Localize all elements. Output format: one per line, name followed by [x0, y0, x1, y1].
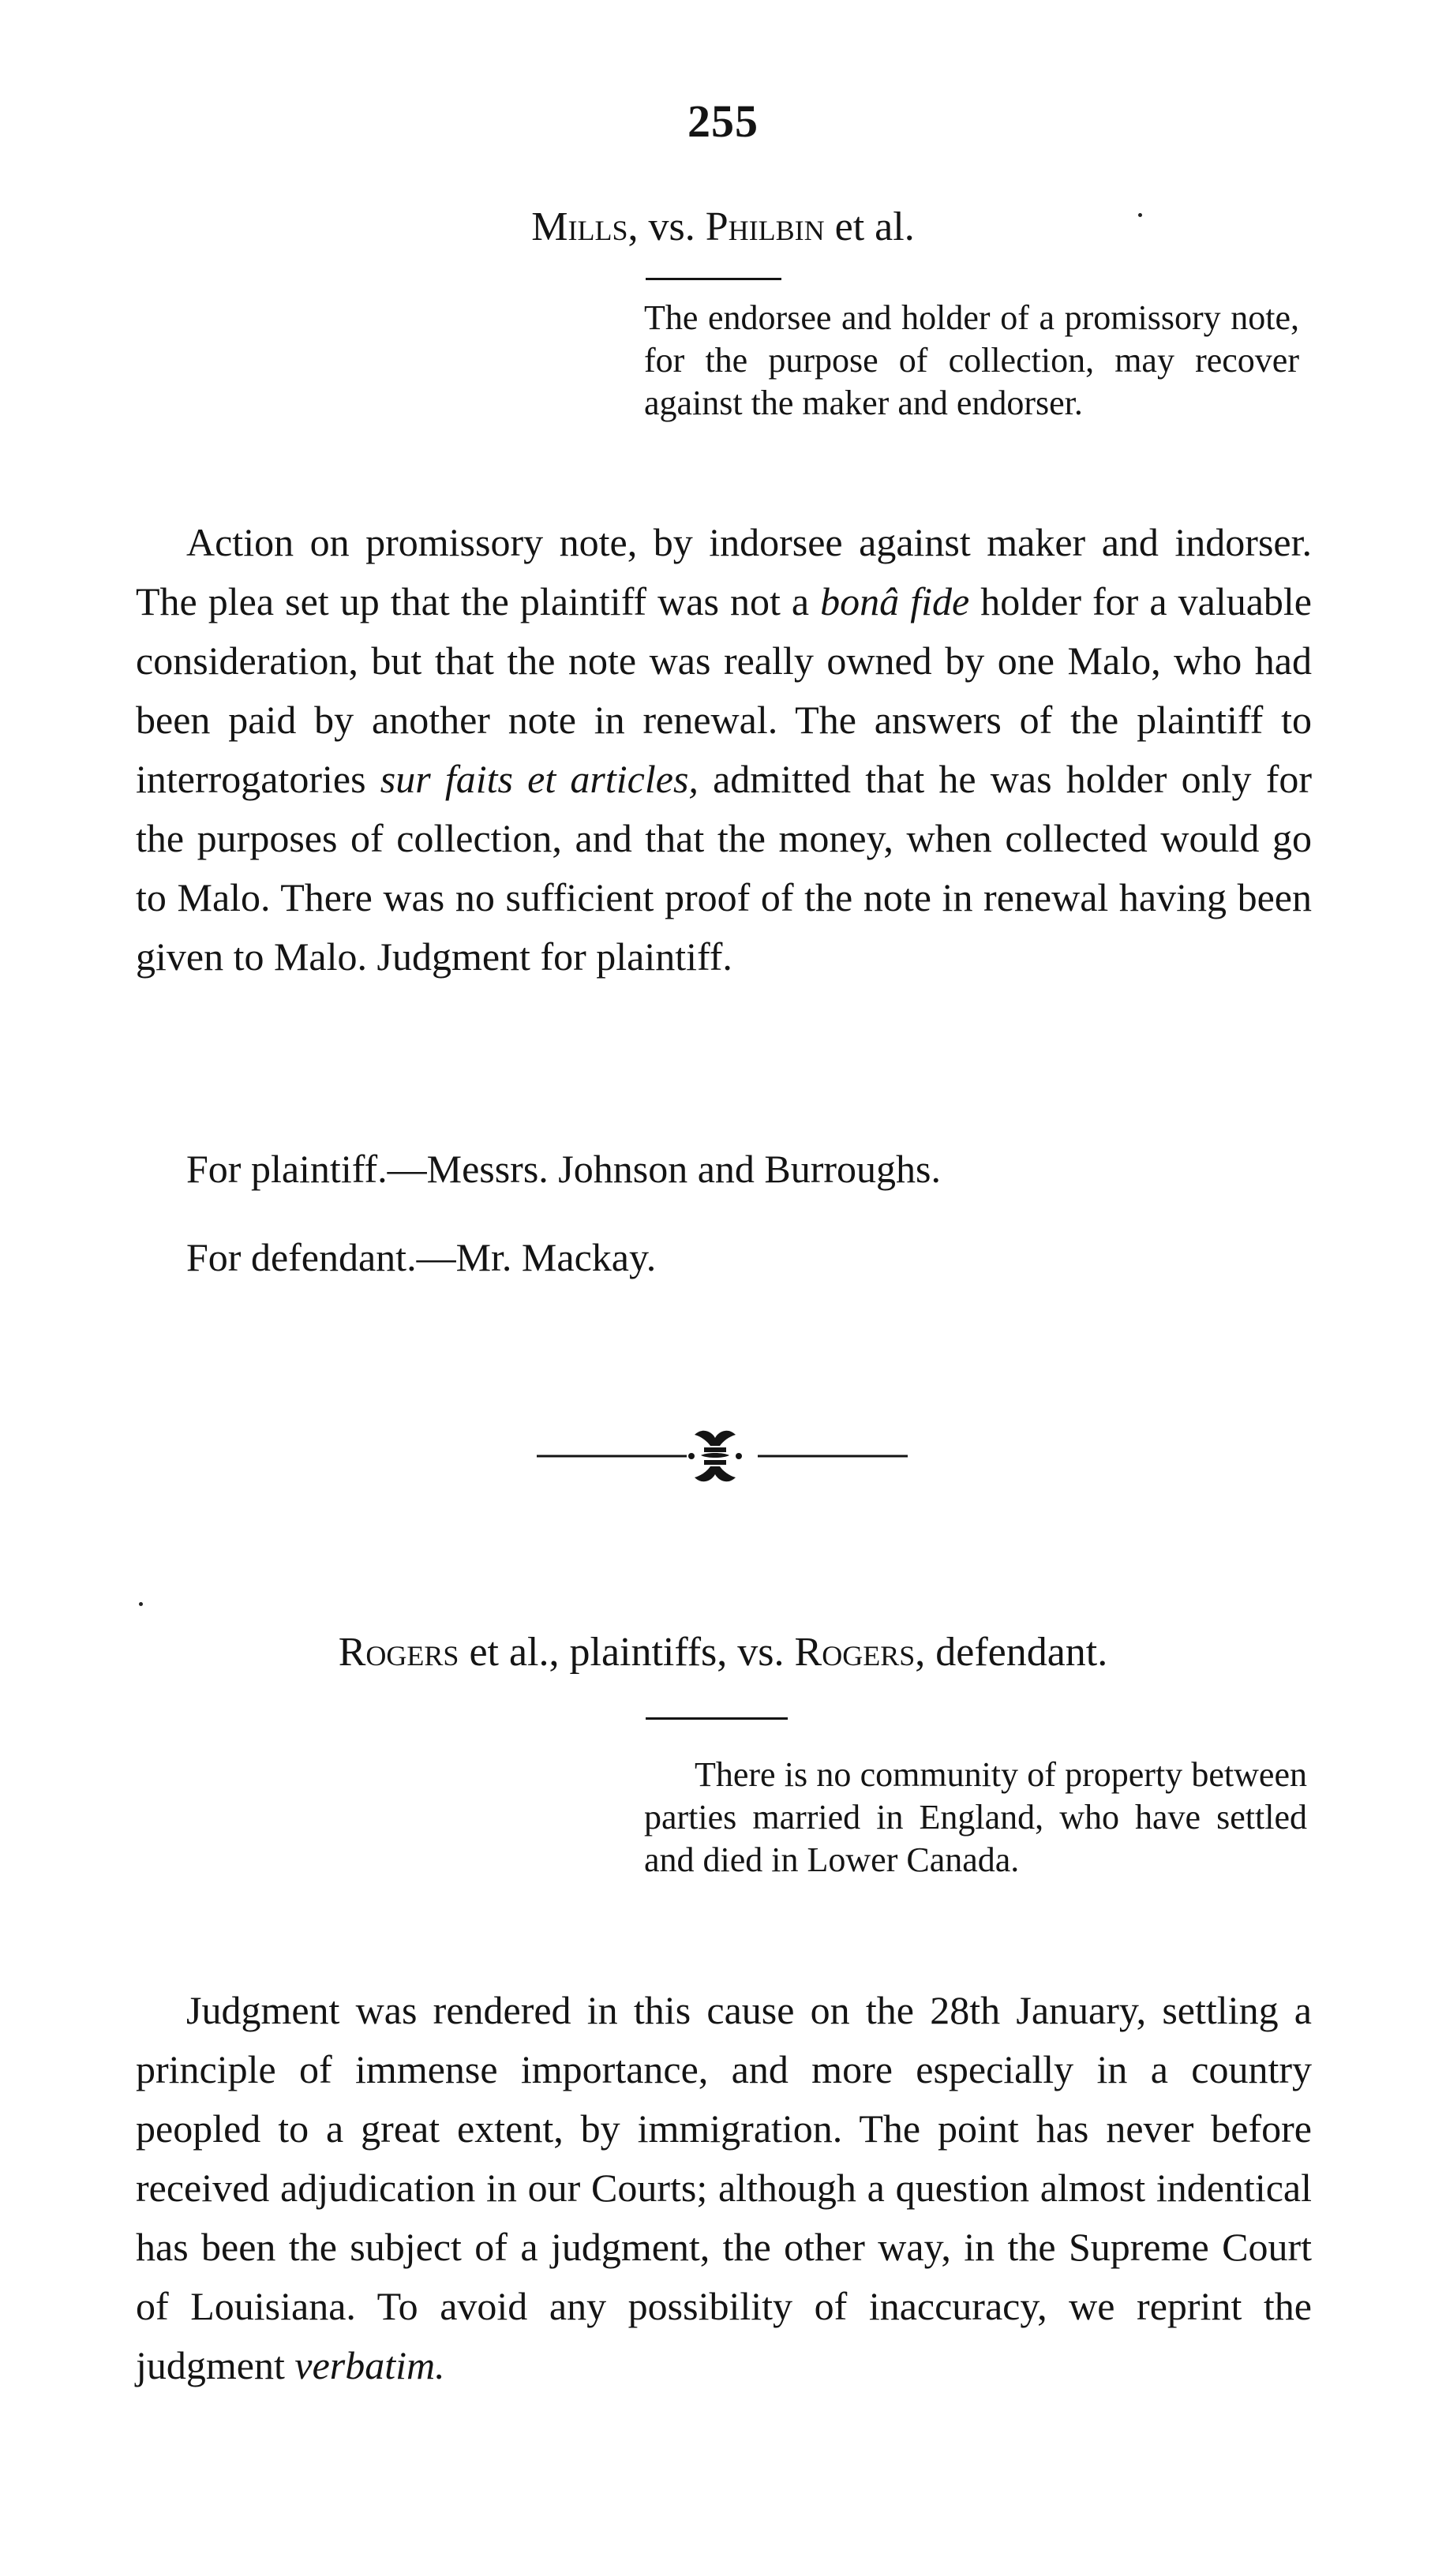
case-vs: , vs.	[627, 204, 706, 249]
headnote: The endorsee and holder of a promissory note, for the purpose of collection, may recover against the maker and endorser.	[644, 298, 1299, 422]
case-defendant-name: Philbin	[705, 204, 825, 249]
case-title-suffix: , defendant.	[915, 1630, 1108, 1675]
body-italic-segment: bonâ fide	[820, 579, 970, 623]
case-title-mills-philbin	[0, 204, 1446, 250]
case-plaintiff-name: Rogers	[338, 1630, 459, 1675]
speck-mark	[1138, 213, 1142, 217]
headnote: There is no community of property between parties married in England, who have settled and died in Lower Canada.	[644, 1755, 1307, 1879]
case-plaintiff-name: Mills	[531, 204, 628, 249]
fleuron-divider-icon	[537, 1421, 908, 1492]
page-number: 255	[687, 95, 759, 147]
body-text-segment: admitted that he was holder only for the purposes of collection, and that the money, when collected would go to Malo. There was no sufficient proof of the note in renewal having been given to Malo. Judgment for plaintiff.	[136, 757, 1313, 979]
counsel-plaintiff: For plaintiff.—Messrs. Johnson and Burroughs.	[186, 1147, 942, 1191]
body-text-segment: holder for a valuable consideration, but that the note was really owned by one Malo, who had been paid by another note in renewal. The answers of the plaintiff to interrogatories	[136, 579, 1312, 801]
counsel-defendant: For defendant.—Mr. Mackay.	[186, 1235, 657, 1279]
case-body-text	[136, 1981, 1312, 2395]
title-rule	[646, 1717, 788, 1720]
body-italic-segment: sur faits et articles,	[380, 757, 699, 801]
case-body-text	[136, 513, 1312, 987]
speck-mark	[139, 1602, 143, 1606]
title-rule	[646, 278, 781, 280]
body-text-segment: Action on promissory note, by indorsee against maker and indorser. The plea set up that the plaintiff was not a	[136, 520, 1312, 623]
case-title-middle: et al., plaintiffs, vs.	[459, 1630, 795, 1675]
body-text-segment: Judgment was rendered in this cause on the 28th January, settling a principle of immense importance, and more especially in a country peopled to a great extent, by immigration. The point has never before received adjudication in our Courts; although a question almost indentical has been the subject of a judgment, the other way, in the Supreme Court of Louisiana. To avoid any possibility of inaccuracy, we reprint the judgment	[136, 1988, 1312, 2387]
case-defendant-name: Rogers	[794, 1630, 916, 1675]
case-title-suffix: et al.	[824, 204, 915, 249]
body-italic-segment: verbatim.	[294, 2343, 445, 2387]
case-title-rogers-rogers	[0, 1629, 1446, 1676]
